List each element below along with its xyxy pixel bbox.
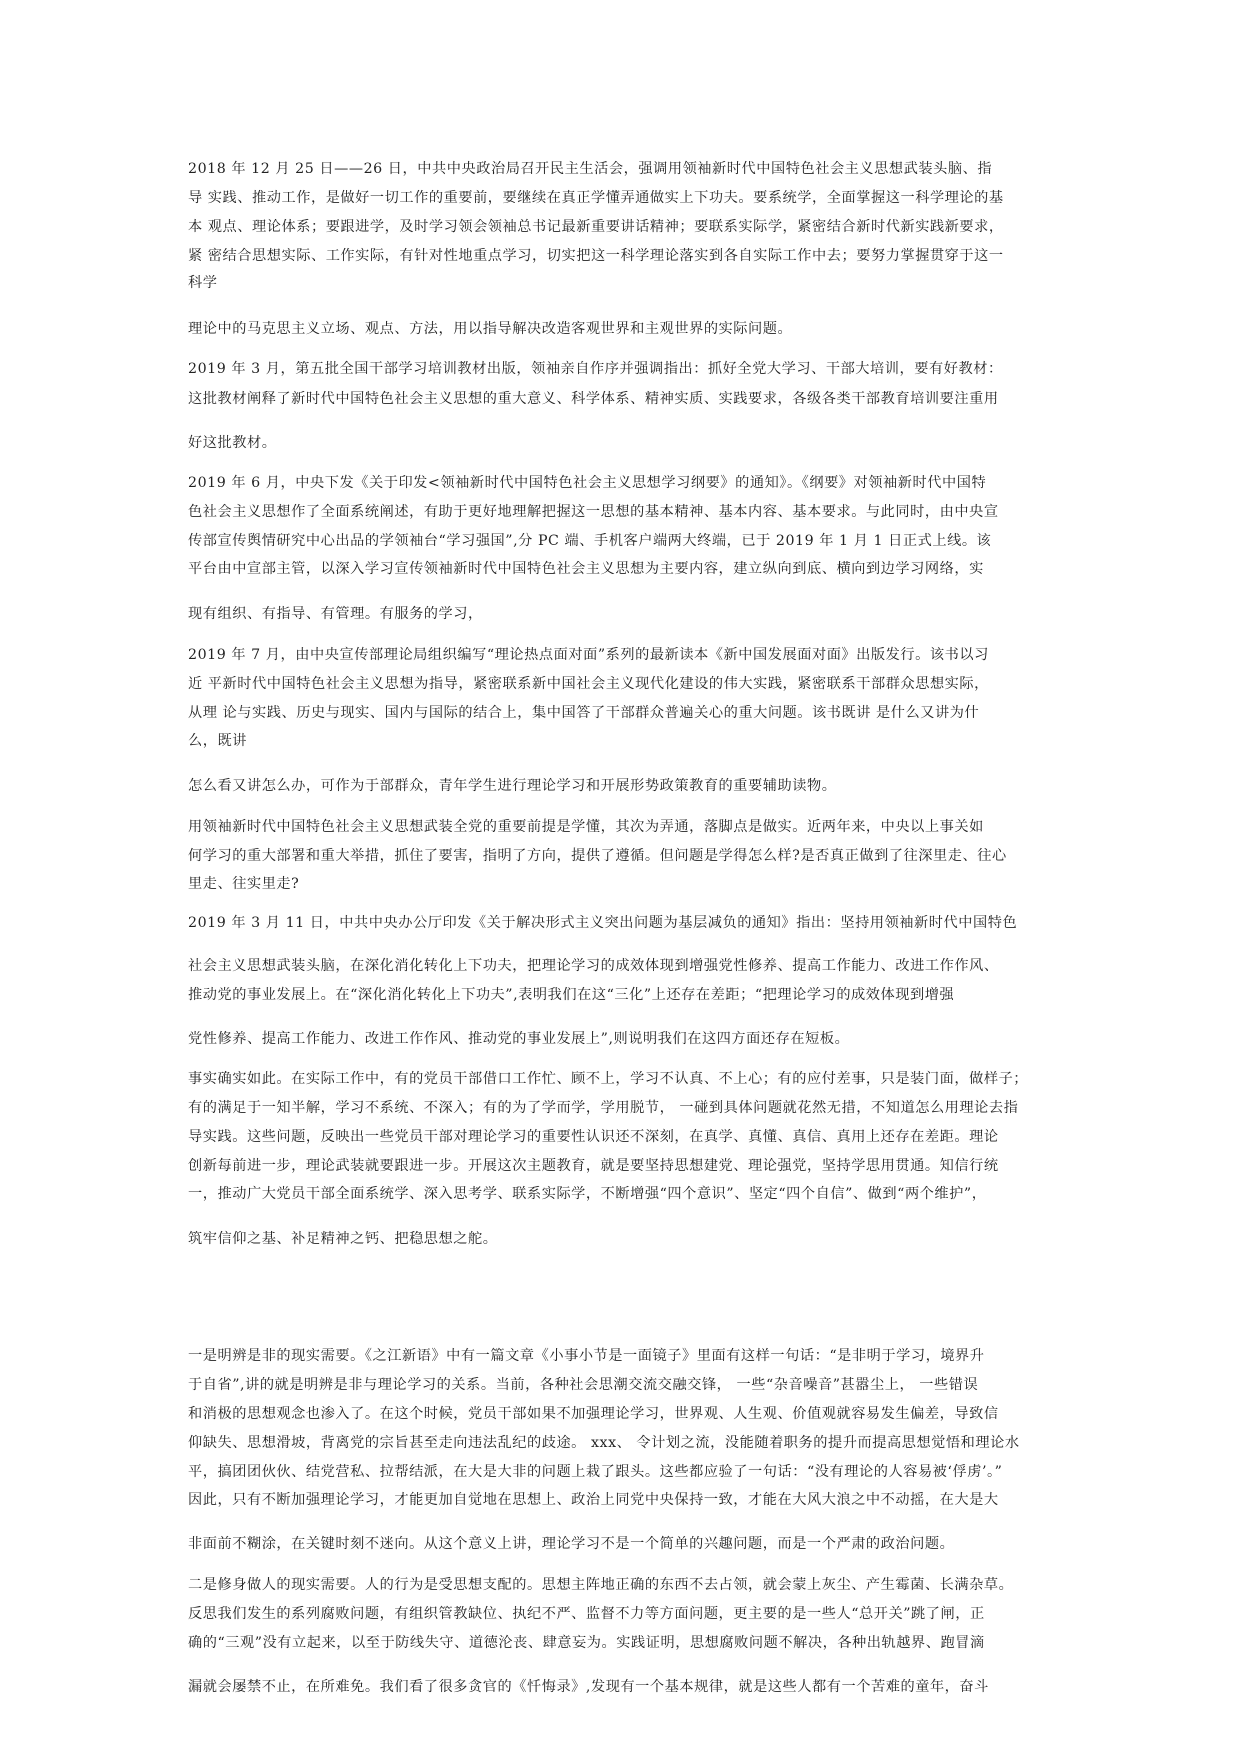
text-line: 紧 密结合思想实际、工作实际，有针对性地重点学习，切实把这一科学理论落实到各自实际工作中去；要努力掌握贯穿于这一 [188, 248, 1004, 264]
text-line: 色社会主义思想作了全面系统阐述，有助于更好地理解把握这一思想的基本精神、基本内容、基本要求。与此同时，由中央宣 [188, 504, 999, 520]
text-line: 2019 年 6 月，中央下发《关于印发<领袖新时代中国特色社会主义思想学习纲要》的通知》。《纲要》对领袖新时代中国特 [188, 475, 987, 491]
text-line: 用领袖新时代中国特色社会主义思想武装全党的重要前提是学懂，其次为弄通，落脚点是做实。近两年来，中央以上事关如 [188, 819, 984, 835]
text-line: 平台由中宣部主管，以深入学习宣传领袖新时代中国特色社会主义思想为主要内容，建立纵向到底、横向到边学习网络，实 [188, 561, 984, 577]
text-line: 因此，只有不断加强理论学习，才能更加自觉地在思想上、政治上同党中央保持一致，才能在大风大浪之中不动摇，在大是大 [188, 1492, 999, 1508]
text-line: 2019 年 3 月，第五批全国干部学习培训教材出版，领袖亲自作序并强调指出：抓好全党大学习、干部大培训，要有好教材： [188, 361, 1003, 377]
text-line: 于自省”,讲的就是明辨是非与理论学习的关系。当前，各种社会思潮交流交融交锋， 一些“杂音噪音”甚嚣尘上， 一些错误 [188, 1377, 979, 1393]
text-line: 2019 年 7 月，由中央宣传部理论局组织编写“理论热点面对面”系列的最新读本《新中国发展面对面》出版发行。该书以习 [188, 647, 989, 663]
text-line: 2019 年 3 月 11 日，中共中央办公厅印发《关于解决形式主义突出问题为基层减负的通知》指出：坚持用领袖新时代中国特色 [188, 915, 1018, 931]
text-line: 这批教材阐释了新时代中国特色社会主义思想的重大意义、科学体系、精神实质、实践要求，各级各类干部教育培训要注重用 [188, 391, 999, 407]
text-line: 反思我们发生的系列腐败问题，有组织管教缺位、执纪不严、监督不力等方面问题，更主要的是一些人“总开关”跳了闸，正 [188, 1606, 985, 1622]
text-line: 里走、往实里走? [188, 876, 300, 892]
text-line: 筑牢信仰之基、补足精神之钙、把稳思想之舵。 [188, 1231, 498, 1247]
text-line: 从理 论与实践、历史与现实、国内与国际的结合上，集中国答了干部群众普遍关心的重大问题。该书既讲 是什么又讲为什 [188, 705, 980, 721]
text-line: 现有组织、有指导、有管理。有服务的学习， [188, 606, 483, 622]
text-line: 和消极的思想观念也渗入了。在这个时候，党员干部如果不加强理论学习，世界观、人生观、价值观就容易发生偏差，导致信 [188, 1406, 999, 1422]
text-line: 非面前不糊涂，在关键时刻不迷向。从这个意义上讲，理论学习不是一个简单的兴趣问题，而是一个严肃的政治问题。 [188, 1536, 955, 1552]
text-line: 创新每前进一步，理论武装就要跟进一步。开展这次主题教育，就是要坚持思想建党、理论强党，坚持学思用贯通。知信行统 [188, 1158, 999, 1174]
text-line: 社会主义思想武装头脑，在深化消化转化上下功夫，把理论学习的成效体现到增强党性修养、提高工作能力、改进工作作风、 [188, 958, 999, 974]
text-line: 二是修身做人的现实需要。人的行为是受思想支配的。思想主阵地正确的东西不去占领，就会蒙上灰尘、产生霉菌、长满杂草。 [188, 1577, 1014, 1593]
text-line: 平，搞团团伙伙、结党营私、拉帮结派，在大是大非的问题上栽了跟头。这些都应验了一句话：“没有理论的人容易被‘俘虏’。” [188, 1464, 1003, 1480]
text-line: 怎么看又讲怎么办，可作为于部群众，青年学生进行理论学习和开展形势政策教育的重要辅助读物。 [188, 778, 837, 794]
text-line: 好这批教材。 [188, 435, 277, 451]
text-line: 确的“三观”没有立起来，以至于防线失守、道德沦丧、肆意妄为。实践证明，思想腐败问题不解决，各种出轨越界、跑冒滴 [188, 1635, 985, 1651]
text-line: 一是明辨是非的现实需要。《之江新语》中有一篇文章《小事小节是一面镜子》里面有这样一句话：“是非明于学习，境界升 [188, 1348, 985, 1364]
text-line: 科学 [188, 275, 218, 291]
text-line: 导实践。这些问题，反映出一些党员干部对理论学习的重要性认识还不深刻，在真学、真懂、真信、真用上还存在差距。理论 [188, 1129, 999, 1145]
text-line: 推动党的事业发展上。在“深化消化转化上下功夫”,表明我们在这“三化”上还存在差距；“把理论学习的成效体现到增强 [188, 987, 955, 1003]
text-line: 导 实践、推动工作，是做好一切工作的重要前，要继续在真正学懂弄通做实上下功夫。要系统学，全面掌握这一科学理论的基 [188, 190, 1004, 206]
text-line: 传部宣传舆情研究中心出品的学领袖台“学习强国”,分 PC 端、手机客户端两大终端，已于 2019 年 1 月 1 日正式上线。该 [188, 533, 992, 549]
text-line: 漏就会屡禁不止，在所难免。我们看了很多贪官的《忏悔录》,发现有一个基本规律，就是这些人都有一个苦难的童年，奋斗 [188, 1679, 989, 1695]
text-line: 近 平新时代中国特色社会主义思想为指导，紧密联系新中国社会主义现代化建设的伟大实践，紧密联系干部群众思想实际， [188, 676, 989, 692]
text-line: 仰缺失、思想滑坡，背离党的宗旨甚至走向违法乱纪的歧途。 xxx、 令计划之流，没能随着职务的提升而提高思想觉悟和理论水 [188, 1435, 1020, 1451]
text-line: 理论中的马克思主义立场、观点、方法，用以指导解决改造客观世界和主观世界的实际问题。 [188, 321, 793, 337]
text-line: 有的满足于一知半解，学习不系统、不深入；有的为了学而学，学用脱节， 一碰到具体问题就花然无措，不知道怎么用理论去指 [188, 1100, 1019, 1116]
text-line: 一，推动广大党员干部全面系统学、深入思考学、联系实际学，不断增强“四个意识”、坚定“四个自信”、做到“两个维护”， [188, 1186, 987, 1202]
text-line: 事实确实如此。在实际工作中，有的党员干部借口工作忙、顾不上，学习不认真、不上心；有的应付差事，只是装门面，做样子； [188, 1071, 1029, 1087]
text-line: 么，既讲 [188, 733, 247, 749]
text-line: 本 观点、理论体系；要跟进学，及时学习领会领袖总书记最新重要讲话精神；要联系实际学，紧密结合新时代新实践新要求， [188, 219, 1004, 235]
text-line: 2018 年 12 月 25 日——26 日，中共中央政治局召开民主生活会，强调用领袖新时代中国特色社会主义思想武装头脑、指 [188, 161, 993, 177]
text-line: 党性修养、提高工作能力、改进工作作风、推动党的事业发展上”,则说明我们在这四方面还存在短板。 [188, 1031, 850, 1047]
text-line: 何学习的重大部署和重大举措，抓住了要害，指明了方向，提供了遵循。但问题是学得怎么样?是否真正做到了往深里走、往心 [188, 848, 1007, 864]
